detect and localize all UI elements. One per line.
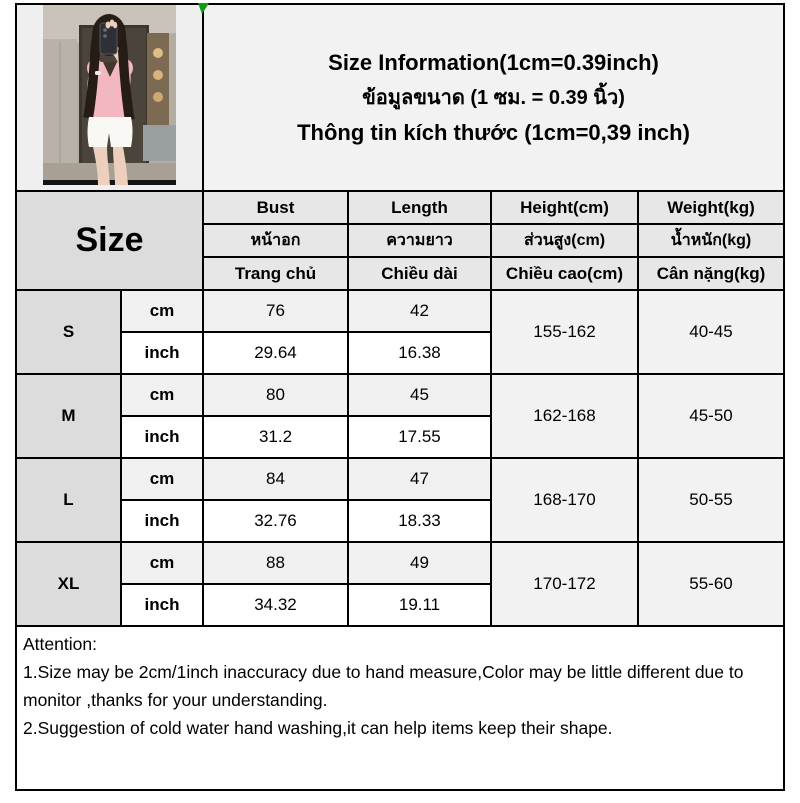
m-height-range: 162-168 [491,374,638,458]
xl-weight-range: 55-60 [638,542,784,626]
title-thai: ข้อมูลขนาด (1 ซม. = 0.39 นิ้ว) [362,86,625,109]
attention-line-1: 1.Size may be 2cm/1inch inaccuracy due to hand measure,Color may be little different due to monitor ,thanks for your understanding. [23,662,744,710]
s-height-range: 155-162 [491,290,638,374]
size-label-m: M [16,374,121,458]
table-row [16,290,784,332]
unit-inch: inch [121,332,203,374]
header-height-en: Height(cm) [491,191,638,224]
m-bust-inch: 31.2 [203,416,348,458]
l-bust-inch: 32.76 [203,500,348,542]
xl-bust-inch: 34.32 [203,584,348,626]
s-weight-range: 40-45 [638,290,784,374]
green-corner-mark-icon [198,3,209,14]
l-length-inch: 18.33 [348,500,491,542]
size-label-l: L [16,458,121,542]
unit-cm: cm [121,458,203,500]
unit-cm: cm [121,374,203,416]
header-weight-vi: Cân nặng(kg) [638,257,784,290]
xl-length-cm: 49 [348,542,491,584]
attention-note [16,626,784,790]
table-row [16,458,784,500]
l-height-range: 168-170 [491,458,638,542]
size-label-xl: XL [16,542,121,626]
unit-inch: inch [121,416,203,458]
attention-heading: Attention: [23,634,97,654]
header-length-th: ความยาว [348,224,491,257]
size-table [15,3,785,791]
header-height-th: ส่วนสูง(cm) [491,224,638,257]
header-bust-en: Bust [203,191,348,224]
m-bust-cm: 80 [203,374,348,416]
unit-inch: inch [121,500,203,542]
m-length-inch: 17.55 [348,416,491,458]
xl-bust-cm: 88 [203,542,348,584]
s-bust-inch: 29.64 [203,332,348,374]
title-english: Size Information(1cm=0.39inch) [328,49,659,75]
xl-height-range: 170-172 [491,542,638,626]
product-photo [43,5,176,185]
xl-length-inch: 19.11 [348,584,491,626]
unit-cm: cm [121,542,203,584]
s-length-inch: 16.38 [348,332,491,374]
m-length-cm: 45 [348,374,491,416]
l-weight-range: 50-55 [638,458,784,542]
size-label-s: S [16,290,121,374]
table-row [16,374,784,416]
s-length-cm: 42 [348,290,491,332]
l-bust-cm: 84 [203,458,348,500]
m-weight-range: 45-50 [638,374,784,458]
s-bust-cm: 76 [203,290,348,332]
unit-cm: cm [121,290,203,332]
attention-line-2: 2.Suggestion of cold water hand washing,it can help items keep their shape. [23,718,613,738]
header-height-vi: Chiều cao(cm) [491,257,638,290]
l-length-cm: 47 [348,458,491,500]
header-bust-th: หน้าอก [203,224,348,257]
header-length-vi: Chiều dài [348,257,491,290]
title-vietnamese: Thông tin kích thước (1cm=0,39 inch) [297,119,690,145]
size-chart-sheet [15,3,783,791]
header-bust-vi: Trang chủ [203,257,348,290]
header-length-en: Length [348,191,491,224]
product-photo-cell [16,4,203,191]
header-weight-en: Weight(kg) [638,191,784,224]
size-info-title-block [203,4,784,191]
header-weight-th: น้ำหนัก(kg) [638,224,784,257]
table-row [16,542,784,584]
size-corner-label: Size [16,191,203,290]
unit-inch: inch [121,584,203,626]
